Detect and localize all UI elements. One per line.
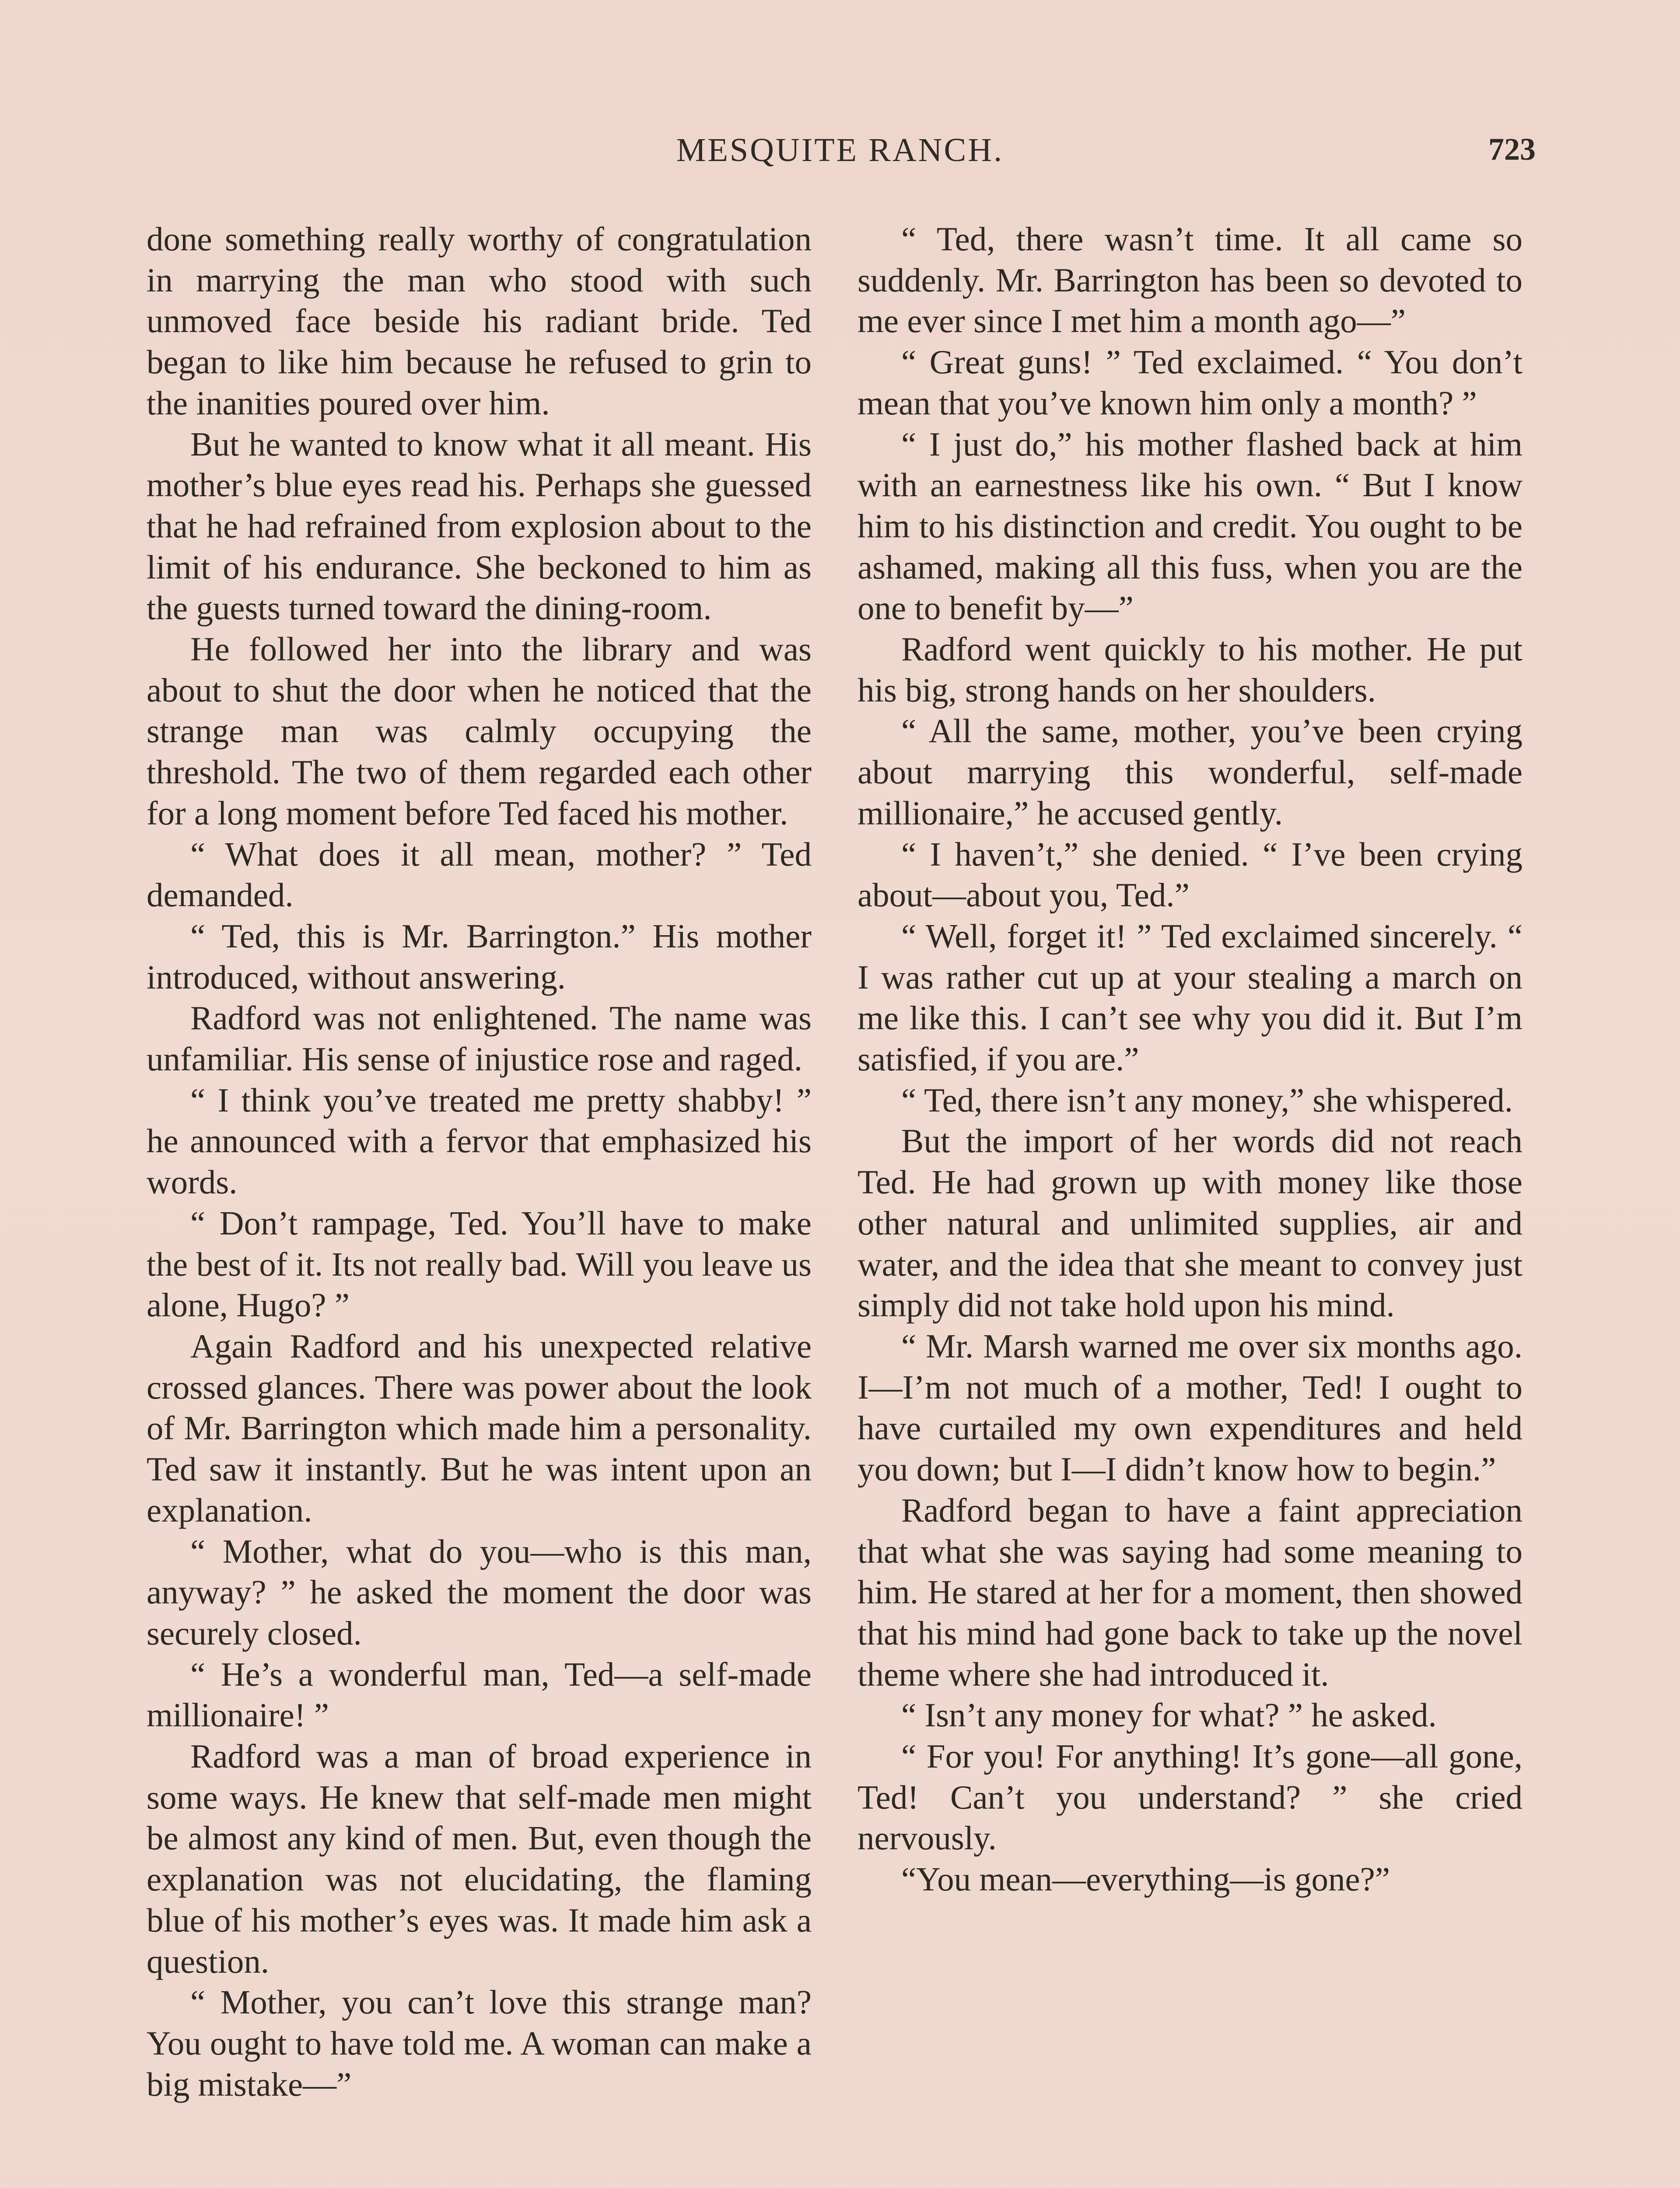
- paragraph: “ Mother, what do you—who is this man, anyway? ” he asked the moment the door was securely closed.: [147, 1532, 812, 1652]
- page-number: 723: [1488, 132, 1536, 167]
- paragraph: Radford went quickly to his mother. He put his big, strong hands on her shoulders.: [858, 630, 1522, 709]
- left-column: [147, 219, 812, 2105]
- page-header: [0, 131, 1680, 184]
- paragraph: Radford began to have a faint appreciation that what she was saying had some meaning to him. He stared at her for a moment, then showed that his mind had gone back to take up the novel theme where she had introduced it.: [858, 1491, 1522, 1693]
- paragraph: “ For you! For anything! It’s gone—all gone, Ted! Can’t you understand? ” she cried nervously.: [858, 1737, 1522, 1857]
- paragraph: “ Ted, there wasn’t time. It all came so suddenly. Mr. Barrington has been so devoted to me ever since I met him a month ago—”: [858, 220, 1522, 340]
- paragraph: But the import of her words did not reach Ted. He had grown up with money like those other natural and unlimited supplies, air and water, and the idea that she meant to convey just simply did not take hold upon his mind.: [858, 1122, 1522, 1324]
- paragraph: “ Don’t rampage, Ted. You’ll have to make the best of it. Its not really bad. Will you leave us alone, Hugo? ”: [147, 1204, 812, 1324]
- paragraph: But he wanted to know what it all meant. His mother’s blue eyes read his. Perhaps she guessed that he had refrained from explosion about to the limit of his endurance. She beckoned to him as the guests turned toward the dining-room.: [147, 425, 812, 627]
- paragraph: “ Isn’t any money for what? ” he asked.: [901, 1696, 1437, 1734]
- paragraph: He followed her into the library and was about to shut the door when he noticed that the strange man was calmly occupying the threshold. The two of them regarded each other for a long moment before Ted faced his mother.: [147, 630, 812, 832]
- right-column: [858, 219, 1522, 1900]
- paragraph: “ He’s a wonderful man, Ted—a self-made millionaire! ”: [147, 1655, 812, 1734]
- paragraph: “You mean—everything—is gone?”: [901, 1860, 1390, 1898]
- paragraph: Radford was not enlightened. The name was unfamiliar. His sense of injustice rose and raged.: [147, 999, 812, 1078]
- running-title: MESQUITE RANCH.: [676, 132, 1004, 168]
- paragraph: “ Ted, this is Mr. Barrington.” His mother introduced, without answering.: [147, 917, 812, 996]
- paragraph: “ Well, forget it! ” Ted exclaimed sincerely. “ I was rather cut up at your stealing a march on me like this. I can’t see why you did it. But I’m satisfied, if you are.”: [858, 917, 1522, 1078]
- paragraph: Radford was a man of broad experience in some ways. He knew that self-made men might be almost any kind of men. But, even though the explanation was not elucidating, the flaming blue of his mother’s eyes was. It made him ask a question.: [147, 1737, 812, 1980]
- paragraph: “ I just do,” his mother flashed back at him with an earnestness like his own. “ But I know him to his distinction and credit. You ought to be ashamed, making all this fuss, when you are the one to benefit by—”: [858, 425, 1522, 627]
- paragraph: done something really worthy of congratulation in marrying the man who stood with such unmoved face beside his radiant bride. Ted began to like him because he refused to grin to the inanities poured over him.: [147, 220, 812, 422]
- paragraph: “ All the same, mother, you’ve been crying about marrying this wonderful, self-made millionaire,” he accused gently.: [858, 712, 1522, 832]
- paragraph: “ Mr. Marsh warned me over six months ago. I—I’m not much of a mother, Ted! I ought to have curtailed my own expenditures and held you down; but I—I didn’t know how to begin.”: [858, 1327, 1522, 1488]
- paragraph: “ I think you’ve treated me pretty shabby! ” he announced with a fervor that emphasized his words.: [147, 1081, 812, 1201]
- paragraph: “ Great guns! ” Ted exclaimed. “ You don’t mean that you’ve known him only a month? ”: [858, 343, 1522, 422]
- paragraph: “ Ted, there isn’t any money,” she whispered.: [901, 1081, 1513, 1119]
- paragraph: Again Radford and his unexpected relative crossed glances. There was power about the look of Mr. Barrington which made him a personality. Ted saw it instantly. But he was intent upon an explanation.: [147, 1327, 812, 1529]
- paragraph: “ Mother, you can’t love this strange man? You ought to have told me. A woman can make a big mistake—”: [147, 1983, 812, 2103]
- paragraph: “ What does it all mean, mother? ” Ted demanded.: [147, 835, 812, 914]
- paragraph: “ I haven’t,” she denied. “ I’ve been crying about—about you, Ted.”: [858, 835, 1522, 914]
